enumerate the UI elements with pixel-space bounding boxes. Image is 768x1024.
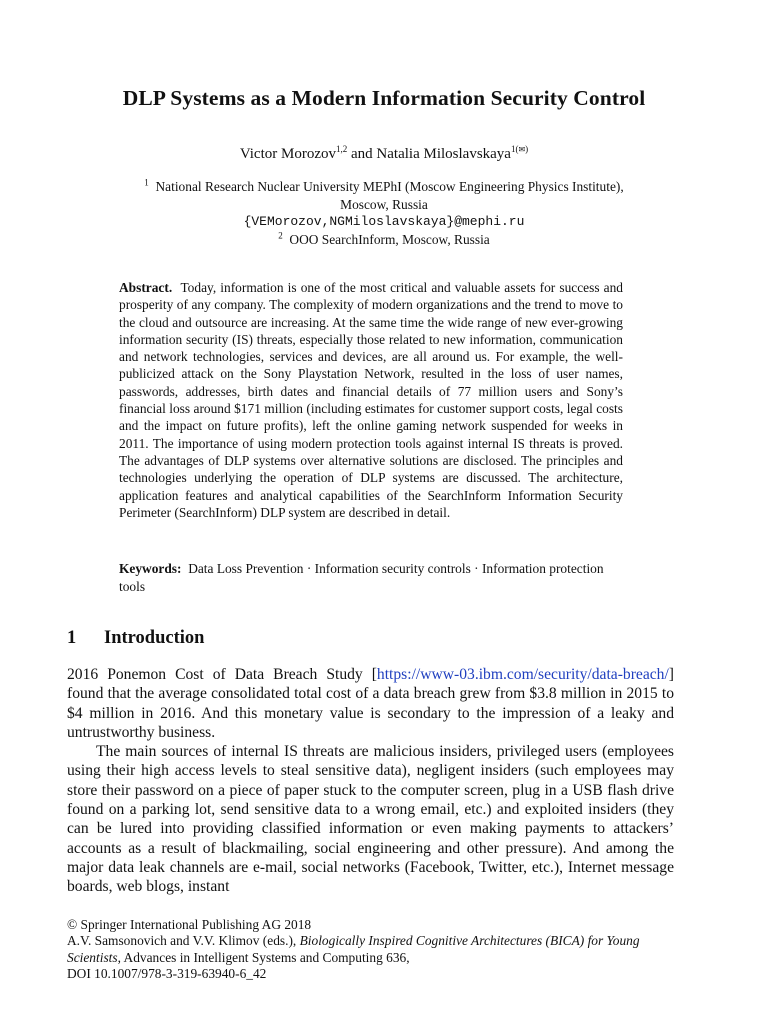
- paragraph-2: The main sources of internal IS threats are malicious insiders, privileged users (employees using their high access levels to steal sensitive data), negligent insiders (such employees may store their password on a piece of paper stuck to the computer screen, plug in a USB flash drive found on a parking lot, send sensitive data to a wrong email, etc.) and exploited insiders (they can be lured into providing classified information or even making payments to attackers’ accounts as a result of blackmailing, social engineering and other pressure). And among the major data leak channels are e-mail, social networks (Facebook, Twitter, etc.), Internet message boards, web blogs, instant: [67, 743, 674, 896]
- keywords-text: Data Loss Prevention · Information security controls · Information protection tools: [119, 561, 604, 594]
- paragraph-1-end: ] found that the average consolidated total cost of a data breach grew from $3.8 million in 2015 to $4 million in 2016. And this monetary value is secondary to the impression of a leaky and untrustworthy business.: [67, 666, 674, 741]
- affiliation-2: [0, 231, 768, 249]
- copyright-line: © Springer International Publishing AG 2018: [67, 917, 312, 932]
- affiliation-1-number: 1: [144, 177, 149, 188]
- author-2-sup-close: ): [525, 144, 529, 154]
- author-1-name: Victor Morozov: [239, 146, 336, 162]
- editors: A.V. Samsonovich and V.V. Klimov (eds.),: [67, 933, 300, 949]
- author-line: [0, 146, 768, 163]
- author-connector: and: [347, 146, 377, 162]
- footer-notes: [67, 917, 687, 983]
- affiliation-1-text: National Research Nuclear University MEPhI (Moscow Engineering Physics Institute),: [155, 179, 624, 194]
- paragraph-1: [67, 665, 674, 742]
- citation-link[interactable]: https://www-03.ibm.com/security/data-breach/: [376, 666, 669, 683]
- author-2-sup-open: 1(: [510, 144, 519, 154]
- section-heading: [67, 628, 204, 649]
- affiliation-2-number: 2: [278, 230, 283, 241]
- section-number: 1: [67, 628, 77, 648]
- abstract-block: [119, 279, 623, 521]
- doi-line: DOI 10.1007/978-3-319-63940-6_42: [67, 966, 267, 982]
- abstract-label: Abstract.: [119, 280, 173, 295]
- keywords-label: Keywords:: [119, 561, 182, 576]
- paragraph-1-start: 2016 Ponemon Cost of Data Breach Study [: [67, 666, 377, 683]
- affiliation-1-line-1: [0, 178, 768, 196]
- author-1-affil-ref: 1,2: [336, 144, 348, 154]
- author-2-name: Natalia Miloslavskaya: [376, 146, 511, 162]
- author-2-affil-ref: [511, 144, 528, 154]
- section-title: Introduction: [104, 628, 205, 648]
- book-title: Biologically Inspired Cognitive Architectures (BICA) for Young Scientists: [67, 933, 640, 965]
- series-info: , Advances in Intelligent Systems and Computing 636,: [117, 949, 410, 965]
- affiliation-2-text: OOO SearchInform, Moscow, Russia: [289, 231, 490, 247]
- citation-lines: [67, 933, 687, 966]
- paper-title: DLP Systems as a Modern Information Security Control: [122, 86, 646, 110]
- affiliation-1-line-2: Moscow, Russia: [340, 196, 428, 212]
- envelope-icon[interactable]: ✉: [518, 145, 526, 154]
- body-text: [67, 665, 674, 897]
- author-emails[interactable]: {VEMorozov,NGMiloslavskaya}@mephi.ru: [243, 214, 525, 229]
- abstract-text: Today, information is one of the most critical and valuable assets for success and prosperity of any company. The complexity of modern organizations and the trend to move to the cloud and outsource are increasing. At the same time the wide range of new ever-growing information security (IS) threats, especially those related to new information, communication and network technologies, services and devices, are all around us. For example, the well-publicized attack on the Sony Playstation Network, resulted in the loss of user names, passwords, addresses, birth dates and financial details of 77 million users and Sony’s financial loss around $171 million (including estimates for customer support costs, legal costs and the impact on future profits), left the online gaming network suspended for weeks in 2011. The importance of using modern protection tools against internal IS threats is proved. The advantages of DLP systems over alternative solutions are disclosed. The principles and technologies underlying the operation of DLP systems are discussed. The architecture, application features and analytical capabilities of the SearchInform Information Security Perimeter (SearchInform) DLP system are described in detail.: [119, 280, 623, 520]
- keywords-block: [119, 560, 623, 596]
- affiliations: [0, 178, 768, 248]
